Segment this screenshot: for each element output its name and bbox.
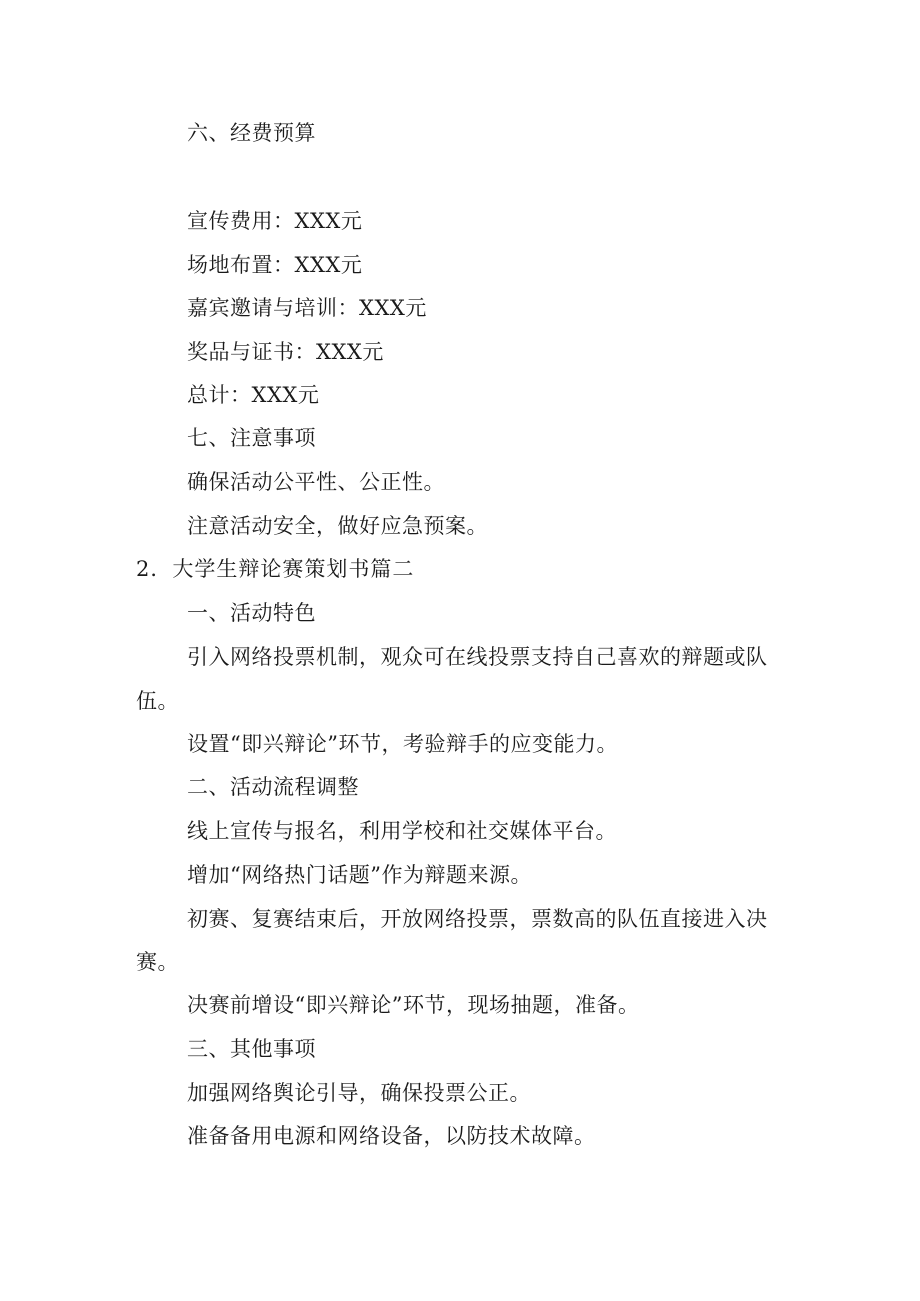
other-item-backup: 准备备用电源和网络设备，以防技术故障。 <box>187 1124 596 1148</box>
budget-item-prizes: 奖品与证书：XXX元 <box>187 340 384 364</box>
budget-item-total: 总计：XXX元 <box>187 383 320 407</box>
part-2-section-1-heading: 一、活动特色 <box>187 601 316 625</box>
section-6-heading: 六、经费预算 <box>187 121 316 145</box>
notice-item-fairness: 确保活动公平性、公正性。 <box>187 470 445 494</box>
budget-item-publicity: 宣传费用：XXX元 <box>187 209 363 233</box>
part-2-section-2-heading: 二、活动流程调整 <box>187 775 359 799</box>
notice-item-safety: 注意活动安全，做好应急预案。 <box>187 514 488 538</box>
flow-item-voting-line2: 赛。 <box>136 950 179 974</box>
budget-item-venue: 场地布置：XXX元 <box>187 253 363 277</box>
feature-item-impromptu: 设置“即兴辩论”环节，考验辩手的应变能力。 <box>187 732 618 756</box>
part-2-section-3-heading: 三、其他事项 <box>187 1037 316 1061</box>
feature-item-voting-line1: 引入网络投票机制，观众可在线投票支持自己喜欢的辩题或队 <box>187 645 768 669</box>
flow-item-final-impromptu: 决赛前增设“即兴辩论”环节，现场抽题，准备。 <box>187 993 640 1017</box>
budget-item-guests: 嘉宾邀请与培训：XXX元 <box>187 296 427 320</box>
part-2-title: 2．大学生辩论赛策划书篇二 <box>136 557 415 581</box>
flow-item-voting-line1: 初赛、复赛结束后，开放网络投票，票数高的队伍直接进入决 <box>187 907 768 931</box>
flow-item-online-signup: 线上宣传与报名，利用学校和社交媒体平台。 <box>187 819 617 843</box>
other-item-opinion: 加强网络舆论引导，确保投票公正。 <box>187 1081 531 1105</box>
flow-item-hot-topics: 增加“网络热门话题”作为辩题来源。 <box>187 863 532 887</box>
section-7-heading: 七、注意事项 <box>187 426 316 450</box>
feature-item-voting-line2: 伍。 <box>136 689 179 713</box>
